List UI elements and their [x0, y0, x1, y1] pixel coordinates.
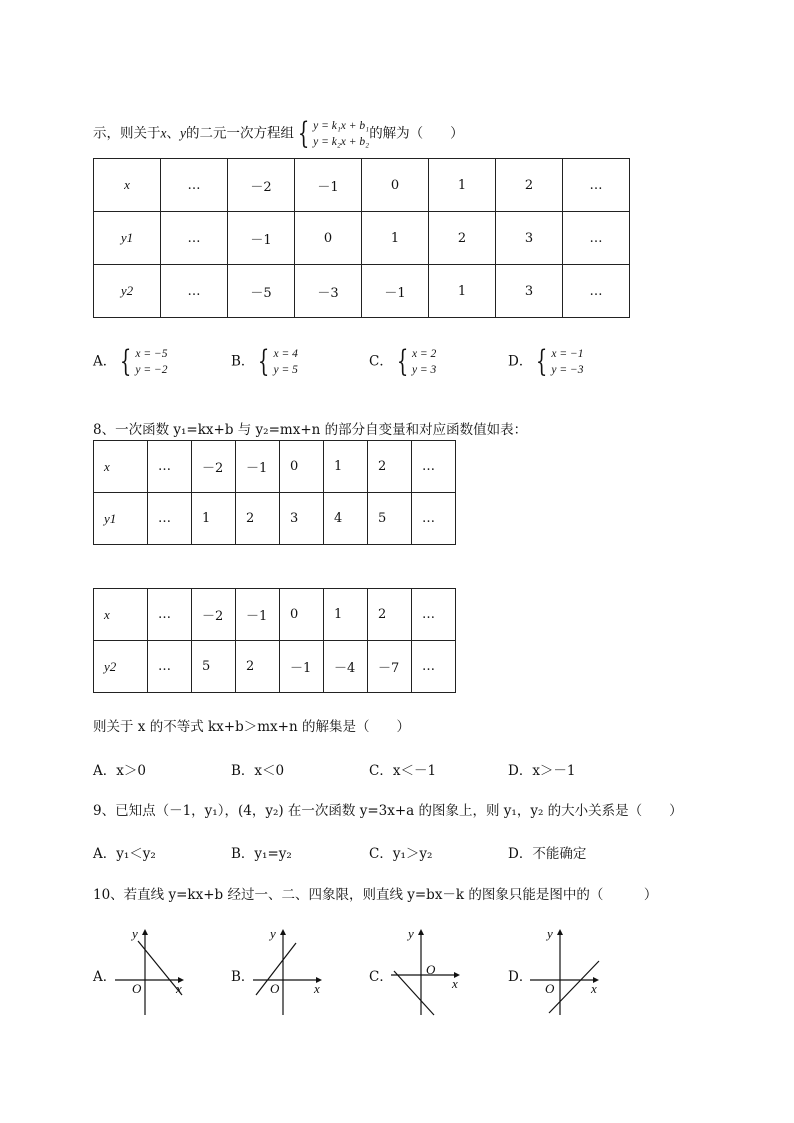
option-letter: D． — [508, 353, 533, 370]
table-cell: －5 — [228, 265, 295, 318]
var-x: x — [160, 125, 167, 141]
table-row — [94, 589, 456, 641]
axis-y-label: y — [132, 926, 138, 941]
q10-text: 10、若直线 y=kx+b 经过一、二、四象限，则直线 y=bx－k 的图象只能是图中的（ ） — [93, 887, 658, 903]
separator: 、 — [166, 125, 180, 142]
table-cell: 2 — [236, 493, 280, 545]
q7-option-b[interactable] — [231, 346, 298, 378]
row-label-y2: y2 — [94, 265, 161, 318]
origin-label: O — [270, 981, 280, 996]
option-letter: B． — [231, 353, 255, 370]
table-cell: －3 — [295, 265, 362, 318]
table-cell: －1 — [236, 441, 280, 493]
table-cell: 3 — [280, 493, 324, 545]
q9-text: 9、已知点（－1，y₁），(4，y₂) 在一次函数 y=3x+a 的图象上，则 y₁，y₂ 的大小关系是（ ） — [93, 803, 683, 819]
table-row — [94, 212, 630, 265]
table-cell: －1 — [295, 159, 362, 212]
equation-system — [313, 118, 369, 150]
table-cell: －1 — [362, 265, 429, 318]
equation-2: y = k₂x + b₂ — [313, 136, 370, 148]
q8-option-b[interactable]: B．x＜0 — [231, 763, 285, 779]
option-system — [551, 346, 583, 378]
axis-y-label: y — [408, 926, 414, 941]
axis-x-label: x — [591, 981, 597, 996]
table-cell: 4 — [324, 493, 368, 545]
row-label-x: x — [94, 589, 148, 641]
option-system — [274, 346, 298, 378]
table-cell: 1 — [324, 441, 368, 493]
q7-intro-a: 示，则关于 — [93, 125, 161, 142]
table-cell: … — [412, 641, 456, 693]
table-cell: … — [148, 589, 192, 641]
table-cell: … — [563, 212, 630, 265]
q7-intro — [93, 118, 464, 150]
option-system — [412, 346, 436, 378]
row-label-x: x — [94, 441, 148, 493]
table-cell: 0 — [362, 159, 429, 212]
option-line-1: x = 2 — [411, 348, 437, 360]
q9-option-b[interactable]: B．y₁=y₂ — [231, 846, 292, 862]
brace-icon: { — [120, 344, 132, 379]
table-cell: 5 — [368, 493, 412, 545]
table-cell: 2 — [368, 589, 412, 641]
q8-table-1 — [93, 440, 456, 545]
table-row — [94, 441, 456, 493]
option-system — [135, 346, 167, 378]
q7-option-a[interactable] — [93, 346, 167, 378]
table-cell: … — [148, 441, 192, 493]
q9-option-c[interactable]: C．y₁＞y₂ — [369, 846, 433, 862]
q10-graph-b[interactable] — [248, 925, 328, 1017]
option-letter: A． — [93, 353, 117, 370]
q10-graph-d[interactable] — [525, 925, 605, 1017]
q8-question: 则关于 x 的不等式 kx+b＞mx+n 的解集是（ ） — [93, 719, 410, 735]
option-line-2: y = 5 — [273, 364, 298, 376]
table-cell: … — [412, 493, 456, 545]
table-cell: －4 — [324, 641, 368, 693]
table-cell: 1 — [324, 589, 368, 641]
table-cell: 2 — [368, 441, 412, 493]
table-cell: 0 — [280, 441, 324, 493]
table-cell: 1 — [192, 493, 236, 545]
table-cell: … — [563, 159, 630, 212]
q10-graph-a[interactable] — [110, 925, 190, 1017]
table-row — [94, 265, 630, 318]
q8-table-2 — [93, 588, 456, 693]
option-line-2: y = 3 — [411, 364, 437, 376]
equation-1: y = k₁x + b₁ — [313, 120, 370, 132]
q10-option-b-label[interactable]: B． — [231, 969, 255, 985]
table-cell: 1 — [362, 212, 429, 265]
option-line-1: x = −1 — [551, 348, 584, 360]
q8-text: 8、一次函数 y₁=kx+b 与 y₂=mx+n 的部分自变量和对应函数值如表： — [93, 422, 528, 438]
q7-intro-c: 的解为（ ） — [369, 125, 464, 142]
axis-x-label: x — [452, 976, 458, 991]
table-cell: 5 — [192, 641, 236, 693]
q10-option-a-label[interactable]: A． — [93, 969, 117, 985]
q9-option-a[interactable]: A．y₁＜y₂ — [93, 846, 156, 862]
table-cell: … — [148, 641, 192, 693]
table-row — [94, 641, 456, 693]
table-cell: 2 — [236, 641, 280, 693]
system-brace: { — [297, 116, 310, 151]
table-cell: 2 — [429, 212, 496, 265]
axis-x-label: x — [314, 981, 320, 996]
option-line-2: y = −3 — [551, 364, 584, 376]
table-cell: … — [412, 589, 456, 641]
origin-label: O — [132, 981, 142, 996]
origin-label: O — [545, 981, 555, 996]
q7-intro-b: 的二元一次方程组 — [186, 125, 294, 142]
table-cell: … — [161, 265, 228, 318]
q8-option-d[interactable]: D．x＞－1 — [508, 763, 576, 779]
brace-icon: { — [396, 344, 409, 379]
table-cell: －2 — [228, 159, 295, 212]
option-line-2: y = −2 — [135, 364, 168, 376]
table-cell: … — [148, 493, 192, 545]
axis-y-label: y — [270, 926, 276, 941]
table-row — [94, 493, 456, 545]
table-cell: 1 — [429, 265, 496, 318]
table-cell: －1 — [280, 641, 324, 693]
table-row — [94, 159, 630, 212]
table-cell: 2 — [496, 159, 563, 212]
option-letter: C． — [369, 353, 393, 370]
q7-table — [93, 158, 630, 318]
q10-option-c-label[interactable]: C． — [369, 969, 393, 985]
table-cell: … — [161, 159, 228, 212]
table-cell: … — [161, 212, 228, 265]
q8-option-c[interactable]: C．x＜－1 — [369, 763, 437, 779]
table-cell: －7 — [368, 641, 412, 693]
axis-y-label: y — [547, 926, 553, 941]
table-cell: 3 — [496, 265, 563, 318]
table-cell: －1 — [228, 212, 295, 265]
table-cell: … — [412, 441, 456, 493]
brace-icon: { — [536, 344, 548, 379]
option-line-1: x = −5 — [135, 348, 168, 360]
table-cell: 0 — [295, 212, 362, 265]
option-line-1: x = 4 — [273, 348, 298, 360]
row-label-y1: y1 — [94, 493, 148, 545]
row-label-x: x — [94, 159, 161, 212]
table-cell: 3 — [496, 212, 563, 265]
row-label-y1: y1 — [94, 212, 161, 265]
table-cell: －2 — [192, 441, 236, 493]
row-label-y2: y2 — [94, 641, 148, 693]
q8-option-a[interactable]: A．x＞0 — [93, 763, 146, 779]
table-cell: … — [563, 265, 630, 318]
q10-option-d-label[interactable]: D． — [508, 969, 533, 985]
table-cell: －1 — [236, 589, 280, 641]
table-cell: 1 — [429, 159, 496, 212]
table-cell: －2 — [192, 589, 236, 641]
q9-option-d[interactable]: D．不能确定 — [508, 846, 587, 862]
q7-option-d[interactable] — [508, 346, 584, 378]
table-cell: 0 — [280, 589, 324, 641]
brace-icon: { — [258, 344, 270, 379]
var-y: y — [180, 125, 186, 141]
q7-option-c[interactable] — [369, 346, 436, 378]
axis-x-label: x — [176, 981, 182, 996]
origin-label: O — [426, 962, 436, 977]
